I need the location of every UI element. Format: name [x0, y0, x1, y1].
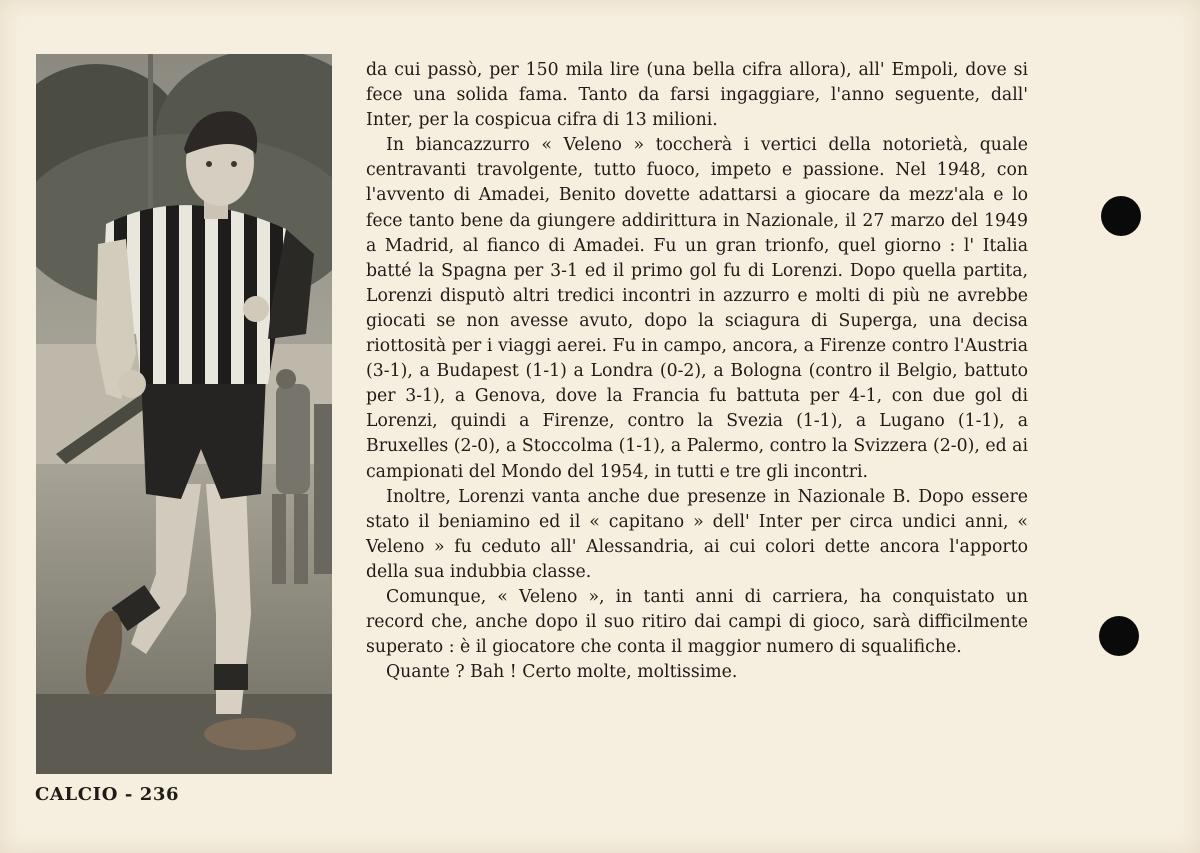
paragraph: In biancazzurro « Veleno » toccherà i vertici della notorietà, quale centravanti travolgente, tutto fuoco, impeto e passione. Nel 1948, con l'avvento di Amadei, Benito dovette adattarsi a giocare da mezz'ala e lo fece tanto bene da giungere addirittura in Nazionale, il 27 marzo del 1949 a Madrid, al fianco di Amadei. Fu un gran trionfo, quel giorno : l' Italia batté la Spagna per 3-1 ed il primo gol fu di Lorenzi. Dopo quella partita, Lorenzi disputò altri tredici incontri in azzurro e molti di più ne avrebbe giocati se non avesse avuto, dopo la sciagura di Superga, una decisa riottosità per i viaggi aerei. Fu in campo, ancora, a Firenze contro l'Austria (3-1), a Budapest (1-1) a Londra (0-2), a Bologna (contro il Belgio, battuto per 3-1), a Genova, dove la Francia fu battuta per 4-1, con due gol di Lorenzi, quindi a Firenze, contro la Svezia (1-1), a Lugano (1-1), a Bruxelles (2-0), a Stoccolma (1-1), a Palermo, contro la Svizzera (2-0), ed ai campionati del Mondo del 1954, in tutti e tre gli incontri. [366, 135, 1028, 482]
paragraph: da cui passò, per 150 mila lire (una bella cifra allora), all' Empoli, dove si fece una solida fama. Tanto da farsi ingaggiare, l'anno seguente, dall' Inter, per la cospicua cifra di 13 milioni. [366, 60, 1028, 131]
card-caption: CALCIO - 236 [35, 784, 180, 805]
punch-hole-icon [1101, 196, 1141, 236]
article-text [366, 58, 1028, 685]
paragraph: Comunque, « Veleno », in tanti anni di carriera, ha conquistato un record che, anche dopo il suo ritiro dai campi di gioco, sarà difficilmente superato : è il giocatore che conta il maggior numero di squalifiche. [366, 586, 1028, 658]
punch-hole-icon [1099, 616, 1139, 656]
player-photo [36, 54, 332, 774]
paragraph: Inoltre, Lorenzi vanta anche due presenze in Nazionale B. Dopo essere stato il beniamino ed il « capitano » dell' Inter per circa undici anni, « Veleno » fu ceduto all' Alessandria, ai cui colori dette ancora l'apporto della sua indubbia classe. [366, 486, 1028, 582]
player-photo-image [36, 54, 332, 774]
paragraph: Quante ? Bah ! Certo molte, moltissime. [386, 662, 738, 683]
